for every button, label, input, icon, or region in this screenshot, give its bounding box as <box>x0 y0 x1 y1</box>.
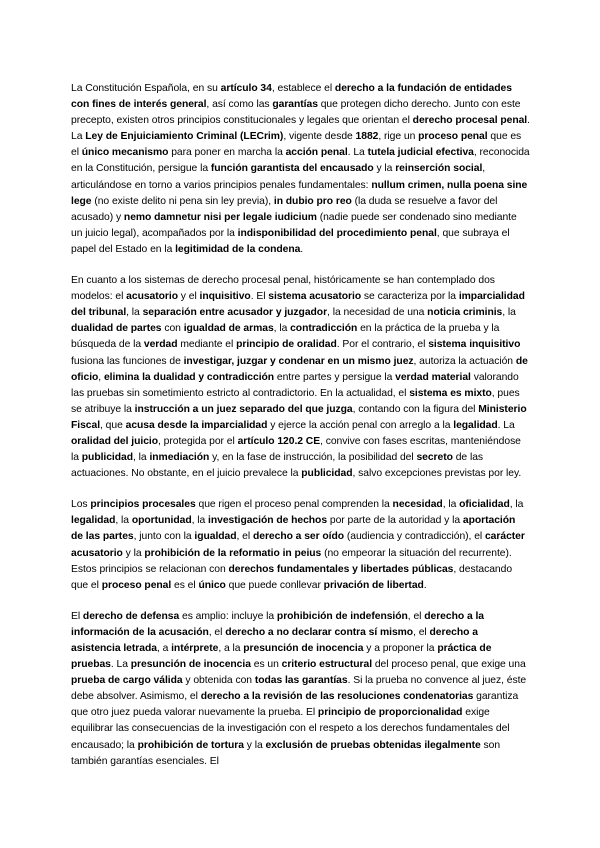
paragraph-principios-procesales <box>71 497 530 594</box>
bold-term: investigar, juzgar y condenar en un mismo juez <box>183 355 414 367</box>
text-run: para poner en marcha la <box>168 147 286 159</box>
text-run: , así como las <box>206 99 273 111</box>
text-run: y ejerce la acción penal con arreglo a la <box>267 419 454 431</box>
bold-term: principios procesales <box>90 499 196 511</box>
text-run: exige equilibrar las consecuencias de la investigación con el respeto a los derechos fundamentales del encausado; la <box>71 707 510 751</box>
bold-term: práctica de pruebas <box>71 643 492 671</box>
text-run: y la <box>243 739 266 751</box>
text-run: . La <box>497 419 515 431</box>
bold-term: prohibición de la reformatio in peius <box>144 547 322 559</box>
bold-term: Ley de Enjuiciamiento Criminal (LECrim) <box>85 131 284 143</box>
bold-term: derecho a asistencia letrada <box>71 626 478 654</box>
paragraph-constitucion <box>71 81 530 258</box>
bold-term: sistema acusatorio <box>268 291 362 303</box>
bold-term: contradicción <box>290 323 358 335</box>
bold-term: carácter acusatorio <box>71 531 525 559</box>
text-run: . <box>423 579 427 591</box>
bold-term: legalidad <box>71 515 116 527</box>
text-run: , la <box>191 515 209 527</box>
bold-term: igualdad de armas <box>183 323 274 335</box>
bold-term: intérprete <box>171 643 219 654</box>
bold-term: sistema es mixto <box>409 387 492 399</box>
bold-term: secreto <box>416 452 453 464</box>
bold-term: artículo 34 <box>220 83 272 94</box>
text-run: , salvo excepciones previstas por ley. <box>352 468 522 480</box>
bold-term: inmediación <box>149 452 210 464</box>
text-run: , a la <box>218 643 244 654</box>
text-run: y la <box>122 547 145 559</box>
text-run: , la <box>502 307 516 319</box>
bold-term: indisponibilidad del procedimiento penal <box>237 227 437 239</box>
bold-term: derecho de defensa <box>82 610 180 622</box>
bold-term: investigación de hechos <box>208 515 328 527</box>
bold-term: publicidad <box>301 468 353 480</box>
text-run: que protegen dicho derecho. Junto con este precepto, existen otros principios constitucionales y legales que orientan el <box>71 99 521 127</box>
bold-term: prohibición de tortura <box>137 739 244 751</box>
text-run: que puede conllevar <box>225 579 324 591</box>
text-run: , protegida por el <box>158 435 238 447</box>
text-run: . El <box>250 291 269 303</box>
text-run: es amplio: incluye la <box>179 610 277 622</box>
bold-term: dualidad de partes <box>71 323 162 335</box>
text-run: mediante el <box>177 339 237 351</box>
bold-term: derecho procesal penal <box>412 115 528 127</box>
bold-term: oralidad del juicio <box>71 435 158 447</box>
bold-term: aportación de las partes <box>71 515 516 543</box>
text-run: entre partes y persigue la <box>274 371 396 383</box>
bold-term: privación de libertad <box>323 579 424 591</box>
text-run: , <box>98 371 104 383</box>
text-run: , la <box>126 307 143 319</box>
bold-term: proceso penal <box>418 131 488 143</box>
text-run: y la <box>373 163 396 175</box>
bold-term: igualdad <box>194 531 237 543</box>
bold-term: verdad material <box>395 371 471 383</box>
text-run: El <box>71 610 83 622</box>
text-run: , la <box>115 515 132 527</box>
text-run: , convive con fases escritas, manteniéndose la <box>71 435 521 464</box>
text-run: en la práctica de la prueba y la búsqueda de la <box>71 323 500 351</box>
bold-term: legalidad <box>453 419 498 431</box>
text-run: (audiencia y contradicción), el <box>344 531 485 543</box>
bold-term: separación entre acusador y juzgador <box>142 307 328 319</box>
bold-term: presunción de inocencia <box>243 643 364 654</box>
text-run: son también garantías esenciales. El <box>71 739 501 767</box>
bold-term: nemo damnetur nisi per legale iudicium <box>123 211 317 223</box>
bold-term: derecho a la información de la acusación <box>71 610 484 638</box>
text-run: , pues se atribuye la <box>71 387 520 415</box>
text-run: , contando con la figura del <box>352 403 479 415</box>
text-run: , autoriza la actuación <box>413 355 516 367</box>
bold-term: necesidad <box>392 499 443 511</box>
bold-term: noticia criminis <box>427 307 503 319</box>
text-run: de las actuaciones. No obstante, en el juicio prevalece la <box>71 452 484 480</box>
text-run: es un <box>250 659 282 671</box>
text-run: , articulándose en torno a varios principios penales fundamentales: <box>71 163 486 191</box>
paragraph-derecho-defensa <box>71 609 530 770</box>
text-run: En cuanto a los sistemas de derecho procesal penal, históricamente se han contemplado dos modelos: el <box>71 275 495 303</box>
text-run: La Constitución Española, en su <box>71 83 221 94</box>
bold-term: artículo 120.2 CE <box>237 435 321 447</box>
text-run: y el <box>177 291 200 303</box>
text-run: . La <box>347 147 368 159</box>
text-run: (no empeorar la situación del recurrente). Estos principios se relacionan con <box>71 547 512 575</box>
text-run: , la <box>133 452 150 464</box>
text-run: . La <box>71 115 530 143</box>
bold-term: derecho a la fundación de entidades con fines de interés general <box>71 83 512 111</box>
text-run: se caracteriza por la <box>361 291 459 303</box>
text-run: por parte de la autoridad y la <box>327 515 463 527</box>
text-run: , junto con la <box>133 531 195 543</box>
bold-term: tutela judicial efectiva <box>367 147 474 159</box>
bold-term: garantías <box>272 99 318 111</box>
bold-term: derecho a no declarar contra sí mismo <box>225 626 414 638</box>
bold-term: acción penal <box>285 147 348 159</box>
bold-term: inquisitivo <box>199 291 251 303</box>
bold-term: derecho a ser oído <box>252 531 345 543</box>
text-run: y obtenida con <box>182 675 255 687</box>
bold-term: derechos fundamentales y libertades públicas <box>228 563 454 575</box>
text-run: , a <box>156 643 172 654</box>
text-run: , el <box>407 610 425 622</box>
text-run: , la <box>442 499 460 511</box>
bold-term: criterio estructural <box>281 659 373 671</box>
text-run: , vigente desde <box>283 131 356 143</box>
text-run: , el <box>208 626 226 638</box>
bold-term: instrucción a un juez separado del que juzga <box>134 403 353 415</box>
bold-term: 1882 <box>355 131 379 143</box>
text-run: , la <box>273 323 291 335</box>
bold-term: nullum crimen, nulla poena sine lege <box>71 179 528 207</box>
text-run: y a proponer la <box>363 643 438 654</box>
text-run: . Por el contrario, el <box>336 339 429 351</box>
bold-term: oficialidad <box>459 499 510 511</box>
text-run: y, en la fase de instrucción, la posibilidad del <box>209 452 417 464</box>
bold-term: Ministerio Fiscal <box>71 403 527 431</box>
bold-term: reinserción social <box>395 163 483 175</box>
text-run: , que subraya el papel del Estado en la <box>71 227 510 255</box>
bold-term: único mecanismo <box>81 147 169 159</box>
text-run: , el <box>413 626 430 638</box>
bold-term: derecho a la revisión de las resoluciones condenatorias <box>200 691 474 703</box>
text-run: , reconocida en la Constitución, persigue la <box>71 147 530 175</box>
text-run: , el <box>236 531 253 543</box>
bold-term: principio de oralidad <box>236 339 337 351</box>
paragraph-sistemas-procesales <box>71 273 530 482</box>
bold-term: acusatorio <box>126 291 178 303</box>
text-run: valorando las pruebas sin sometimiento estricto al contradictorio. En la actualidad, el <box>71 371 519 399</box>
bold-term: imparcialidad del tribunal <box>71 291 525 319</box>
bold-term: función garantista del encausado <box>210 163 374 175</box>
bold-term: todas las garantías <box>254 675 348 687</box>
bold-term: prohibición de indefensión <box>276 610 408 622</box>
bold-term: acusa desde la imparcialidad <box>125 419 268 431</box>
text-run: fusiona las funciones de <box>71 355 184 367</box>
text-run: del proceso penal, que exige una <box>372 659 526 671</box>
text-run: , establece el <box>271 83 335 94</box>
text-run: garantiza que otro juez pueda valorar nuevamente la prueba. El <box>71 691 519 719</box>
bold-term: sistema inquisitivo <box>428 339 521 351</box>
bold-term: proceso penal <box>101 579 172 591</box>
bold-term: publicidad <box>81 452 134 464</box>
text-run: (no existe delito ni pena sin ley previa), <box>91 195 274 207</box>
text-run: (nadie puede ser condenado sino mediante un juicio legal), acompañados por la <box>71 211 517 239</box>
text-run: . Si la prueba no convence al juez, éste debe absolver. Asimismo, el <box>71 675 527 703</box>
text-run: Los <box>71 499 91 511</box>
bold-term: oportunidad <box>131 515 192 527</box>
bold-term: de oficio <box>71 355 528 383</box>
bold-term: in dubio pro reo <box>273 195 352 207</box>
bold-term: verdad <box>143 339 178 351</box>
text-run: , la <box>509 499 524 511</box>
text-run: que rigen el proceso penal comprenden la <box>195 499 393 511</box>
text-run: , que <box>100 419 126 431</box>
bold-term: legitimidad de la condena <box>175 243 301 255</box>
bold-term: presunción de inocencia <box>130 659 251 671</box>
text-run: , destacando que el <box>71 563 513 591</box>
text-run: , rige un <box>378 131 419 143</box>
text-run: . <box>300 243 304 255</box>
bold-term: exclusión de pruebas obtenidas ilegalmente <box>265 739 481 751</box>
bold-term: principio de proporcionalidad <box>317 707 463 719</box>
text-run: (la duda se resuelve a favor del acusado) y <box>71 195 498 223</box>
text-run: es el <box>171 579 199 591</box>
bold-term: prueba de cargo válida <box>71 675 183 687</box>
bold-term: elimina la dualidad y contradicción <box>103 371 275 383</box>
text-run: , la necesidad de una <box>327 307 428 319</box>
text-run: . La <box>110 659 131 671</box>
text-run: que es el <box>71 131 522 159</box>
bold-term: único <box>198 579 226 591</box>
text-run: con <box>161 323 184 335</box>
